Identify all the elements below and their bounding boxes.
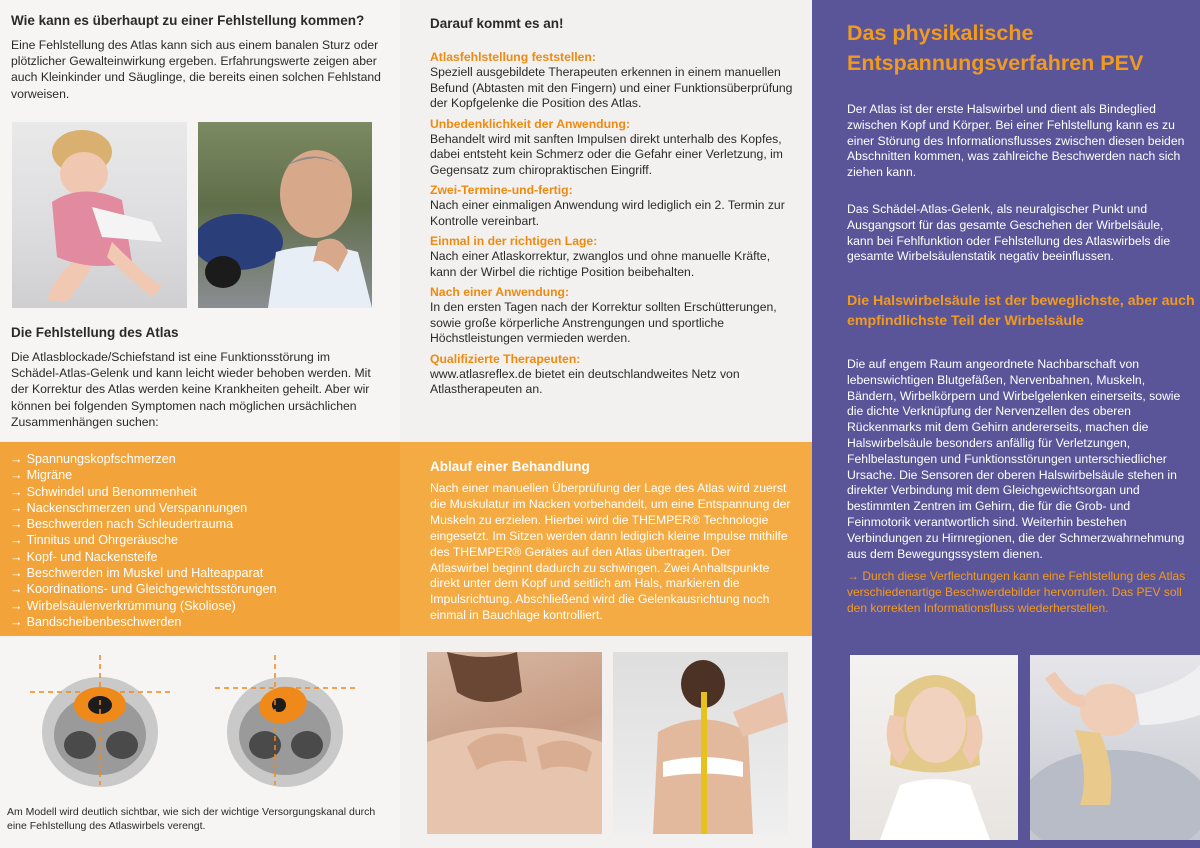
list-item: [10, 614, 390, 630]
symptom-label: Migräne: [26, 468, 73, 483]
arrow-icon: →: [10, 598, 23, 613]
right-panel: [812, 0, 1200, 848]
key-point-title: Nach einer Anwendung:: [430, 285, 570, 299]
key-point: [430, 50, 795, 112]
list-item: [10, 467, 390, 483]
cervical-spine-text: Die auf engem Raum angeordnete Nachbarschaft von lebenswichtigen Blutgefäßen, Nervenbahnen, Muskeln, Bändern, Wirbelkörpern und Wirbelgelenken einerseits, sowie die dichte Verknüpfung der Nervenzellen des oberen Rückenmarks mit dem Gehirn andererseits, machen die Halswirbelsäule besonders anfällig für Verletzungen, Fehlbelastungen und Funktionsstörungen unterschiedlicher Ursache. Die Sensoren der oberen Halswirbelsäule stehen in direkter Verbindung mit dem Gleichgewichtsorgan und bestimmten Zentren im Gehirn, die für die Grob- und Feinmotorik verantwortlich sind. Weiterhin bestehen Verbindungen zu Hirnregionen, die der Schmerzwahrnehmung aus dem Bewegungssystem dienen.: [847, 357, 1185, 561]
list-item: [10, 581, 390, 597]
arrow-icon: →: [10, 484, 23, 499]
arrow-icon: →: [10, 468, 23, 483]
procedure-text: Nach einer manuellen Überprüfung der Lage des Atlas wird zuerst die Muskulatur im Nacken vorbehandelt, um eine Entspannung der Muskeln zu erzielen. Hierbei wird die THEMPER® Technologie eingesetzt. Im Sitzen werden dann lediglich kleine Impulse mithilfe des THEMPER® Gerätes auf den Atlas übertragen. Der Atlaswirbel beginnt dadurch zu schwingen. Zwei Anhaltspunkte direkt unter dem Kopf und seitlich am Hals, markieren die Impulsrichtung. Abschließend wird die Gelenkausrichtung noch einmal in Bauchlage kontrolliert.: [430, 481, 791, 623]
key-point-title: Zwei-Termine-und-fertig:: [430, 183, 573, 197]
arrow-icon: →: [10, 566, 23, 581]
key-point-text: www.atlasreflex.de bietet ein deutschlandweites Netz von Atlastherapeuten an.: [430, 366, 740, 396]
headache-woman-photo: [850, 655, 1018, 840]
spine-measure-photo: [613, 652, 788, 834]
arrow-icon: →: [10, 452, 23, 466]
list-item: [10, 565, 390, 581]
symptom-label: Bandscheibenbeschwerden: [26, 614, 182, 629]
exercise-ball-woman-photo: [1030, 655, 1200, 840]
skull-caption: Am Modell wird deutlich sichtbar, wie sich der wichtige Versorgungskanal durch eine Fehlstellung des Atlaswirbels verengt.: [7, 806, 376, 832]
symptom-label: Schwindel und Benommenheit: [26, 484, 197, 499]
symptom-label: Spannungskopfschmerzen: [26, 452, 176, 466]
key-point: [430, 183, 795, 229]
symptom-label: Beschwerden nach Schleudertrauma: [26, 517, 234, 532]
symptom-list: [10, 451, 390, 630]
pev-highlight: → Durch diese Verflechtungen kann eine Fehlstellung des Atlas verschiedenartige Beschwerdebilder hervorrufen. Das PEV soll den korrekten Informationsfluss wiederherstellen.: [847, 569, 1186, 615]
arrow-icon: →: [10, 582, 23, 597]
key-point-text: Speziell ausgebildete Therapeuten erkennen in einem manuellen Befund (Abtasten mit den Fingern) und einer Funktionsüberprüfung der Kopfgelenke die Position des Atlas.: [430, 65, 793, 110]
arrow-icon: →: [10, 549, 23, 564]
list-item: [10, 500, 390, 516]
pev-intro: Der Atlas ist der erste Halswirbel und dient als Bindeglied zwischen Kopf und Körper. Bei einer Fehlstellung kann es zu einer Störung des Informationsflusses zwischen diesen beiden Abschnitten kommen, was zahlreiche Beschwerden nach sich ziehen kann.: [847, 102, 1185, 180]
key-point-text: Nach einer einmaligen Anwendung wird lediglich ein 2. Termin zur Kontrolle vereinbart.: [430, 198, 785, 228]
key-point: [430, 285, 795, 347]
cervical-spine-subtitle: Die Halswirbelsäule ist der beweglichste, aber auch empfindlichste Teil der Wirbelsäule: [847, 293, 1195, 329]
key-point-text: Nach einer Atlaskorrektur, zwanglos und ohne manuelle Kräfte, kann der Wirbel die richtige Position beibehalten.: [430, 249, 771, 279]
pev-joint-text: Das Schädel-Atlas-Gelenk, als neuralgischer Punkt und Ausgangsort für das gesamte Geschehen der Wirbelsäule, kann bei Fehlfunktion oder Fehlstellung des Atlaswirbels die gesamte Wirbelsäulenstatik negativ beeinflussen.: [847, 202, 1171, 264]
atlas-description: Die Atlasblockade/Schiefstand ist eine Funktionsstörung im Schädel-Atlas-Gelenk und kann leicht wieder behoben werden. Mit der Korrektur des Atlas werden keine Krankheiten geheilt. Aber wir können bei folgenden Symptomen nach möglichen ursächlichen Zusammenhängen suchen:: [11, 350, 371, 429]
arrow-icon: →: [10, 533, 23, 548]
list-item: [10, 451, 390, 467]
skull-model-left: [30, 650, 170, 790]
key-points: [430, 50, 795, 403]
toddler-photo: [12, 122, 187, 308]
intro-text: Eine Fehlstellung des Atlas kann sich aus einem banalen Sturz oder plötzlicher Gewalteinwirkung ergeben. Erfahrungswerte zeigen aber auch Kleinkinder und Säuglinge, die bereits einen solchen Fehlstand vorweisen.: [11, 38, 381, 101]
key-point-text: Behandelt wird mit sanften Impulsen direkt unterhalb des Kopfes, dabei entsteht kein Schmerz oder die Gefahr einer Verletzung, im Gegensatz zum chiropraktischen Eingriff.: [430, 131, 783, 177]
symptom-label: Koordinations- und Gleichgewichtsstörungen: [26, 582, 277, 597]
arrow-icon: →: [10, 517, 23, 532]
symptom-label: Wirbelsäulenverkrümmung (Skoliose): [26, 598, 236, 613]
arrow-icon: →: [10, 500, 23, 515]
pev-title: Das physikalische Entspannungsverfahren PEV: [847, 21, 1144, 75]
list-item: [10, 549, 390, 565]
symptom-label: Nackenschmerzen und Verspannungen: [26, 500, 248, 515]
arrow-icon: →: [10, 614, 23, 629]
list-item: [10, 532, 390, 548]
heading-atlas-misalignment: Die Fehlstellung des Atlas: [11, 325, 179, 340]
heading-what-matters: Darauf kommt es an!: [430, 16, 564, 31]
list-item: [10, 484, 390, 500]
man-neck-pain-photo: [198, 122, 372, 308]
key-point-text: In den ersten Tagen nach der Korrektur sollten Erschütterungen, sowie große körperliche Anstrengungen und sportliche Höchstleistungen vermieden werden.: [430, 300, 777, 345]
key-point-title: Unbedenklichkeit der Anwendung:: [430, 116, 630, 131]
heading-procedure: Ablauf einer Behandlung: [430, 459, 590, 474]
symptom-label: Kopf- und Nackensteife: [26, 549, 158, 564]
symptom-label: Beschwerden im Muskel und Halteapparat: [26, 566, 264, 581]
key-point: [430, 117, 795, 179]
key-point: [430, 352, 795, 398]
skull-model-right: [215, 650, 355, 790]
key-point-title: Einmal in der richtigen Lage:: [430, 234, 598, 248]
key-point: [430, 234, 795, 280]
key-point-title: Atlasfehlstellung feststellen:: [430, 50, 596, 64]
list-item: [10, 598, 390, 614]
neck-massage-photo: [427, 652, 602, 834]
key-point-title: Qualifizierte Therapeuten:: [430, 351, 581, 366]
heading-misalignment-cause: Wie kann es überhaupt zu einer Fehlstellung kommen?: [11, 13, 365, 28]
list-item: [10, 516, 390, 532]
symptom-label: Tinnitus und Ohrgeräusche: [26, 533, 179, 548]
